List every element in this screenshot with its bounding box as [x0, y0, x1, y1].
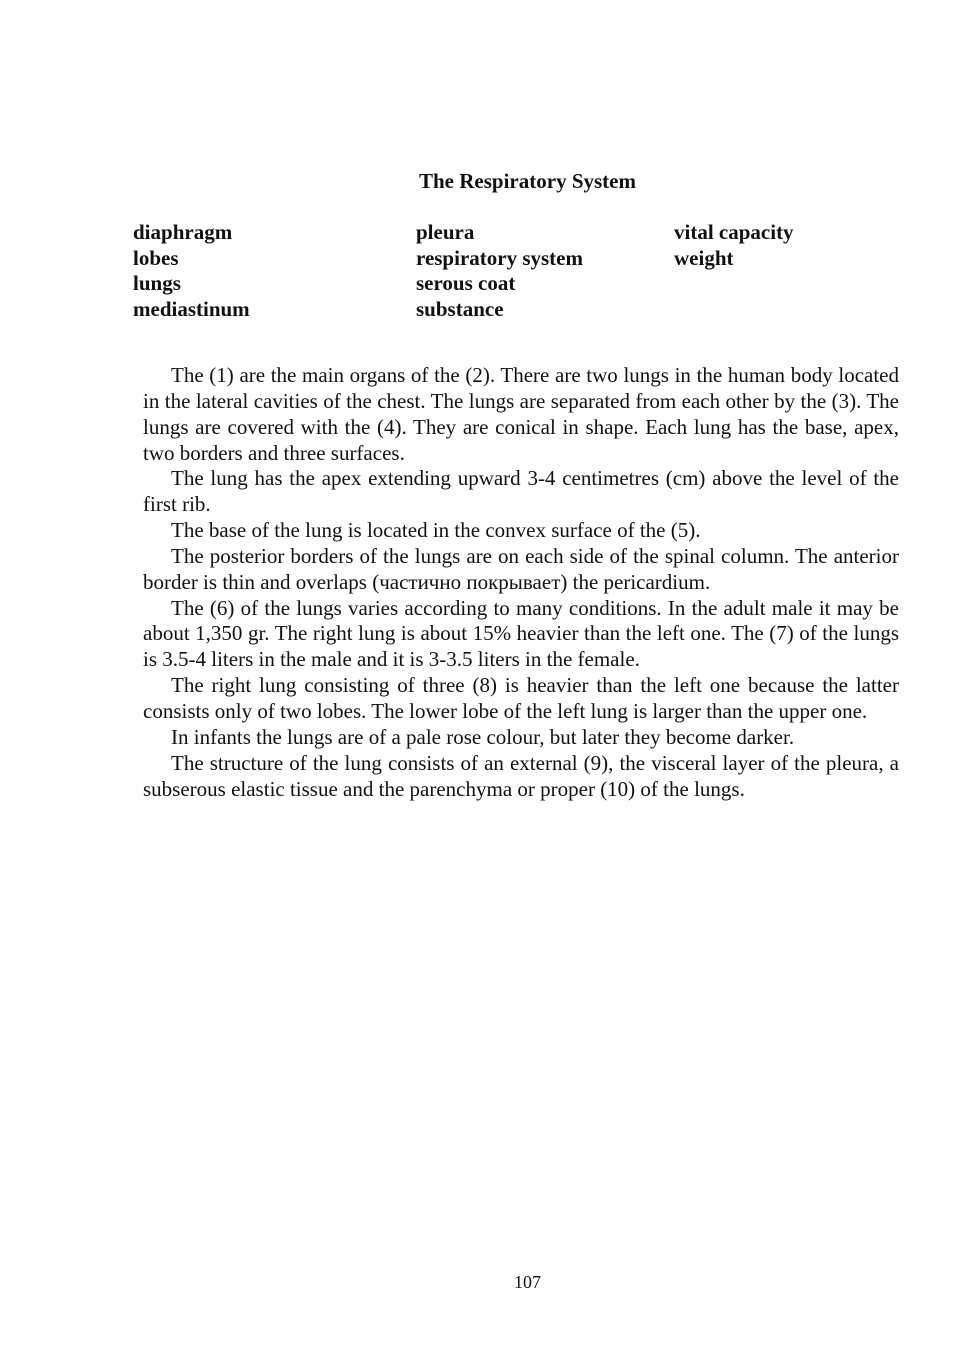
word-bank-row: [133, 297, 833, 323]
paragraph: The (1) are the main organs of the (2). There are two lungs in the human body located in the lateral cavities of the chest. The lungs are separated from each other by the (3). The lungs are covered with the (4). They are conical in shape. Each lung has the base, apex, two borders and three surfaces.: [143, 363, 899, 465]
word-bank-term: substance: [416, 296, 504, 321]
page-title: The Respiratory System: [419, 169, 636, 193]
word-bank-term: vital capacity: [674, 220, 794, 244]
paragraph: The posterior borders of the lungs are on each side of the spinal column. The anterior border is thin and overlaps (частично покрывает) the pericardium.: [143, 543, 899, 594]
word-bank-term: lobes: [133, 245, 179, 270]
paragraph: The lung has the apex extending upward 3-4 centimetres (cm) above the level of the first rib.: [143, 466, 899, 517]
paragraph: The right lung consisting of three (8) is heavier than the left one because the latter consists only of two lobes. The lower lobe of the left lung is larger than the upper one.: [143, 673, 899, 723]
paragraph: The structure of the lung consists of an external (9), the visceral layer of the pleura, a subserous elastic tissue and the parenchyma or proper (10) of the lungs.: [143, 750, 899, 801]
word-bank-term: mediastinum: [133, 296, 250, 321]
word-bank-term: pleura: [416, 220, 475, 244]
word-bank-term: lungs: [133, 271, 181, 296]
word-bank-term: [674, 271, 833, 297]
paragraph: In infants the lungs are of a pale rose colour, but later they become darker.: [171, 724, 795, 749]
word-bank-term: respiratory system: [416, 245, 583, 270]
word-bank: [133, 220, 833, 322]
word-bank-row: [133, 220, 833, 246]
paragraph: The base of the lung is located in the convex surface of the (5).: [171, 518, 701, 543]
word-bank-row: [133, 271, 833, 297]
body-text: [143, 363, 899, 802]
word-bank-term: diaphragm: [133, 220, 233, 244]
page-number: 107: [514, 1272, 541, 1292]
word-bank-term: weight: [674, 245, 734, 270]
word-bank-term: serous coat: [416, 271, 516, 296]
paragraph: The (6) of the lungs varies according to many conditions. In the adult male it may be about 1,350 gr. The right lung is about 15% heavier than the left one. The (7) of the lungs is 3.5-4 liters in the male and it is 3-3.5 liters in the female.: [143, 595, 899, 672]
word-bank-term: [674, 297, 833, 323]
word-bank-row: [133, 246, 833, 272]
